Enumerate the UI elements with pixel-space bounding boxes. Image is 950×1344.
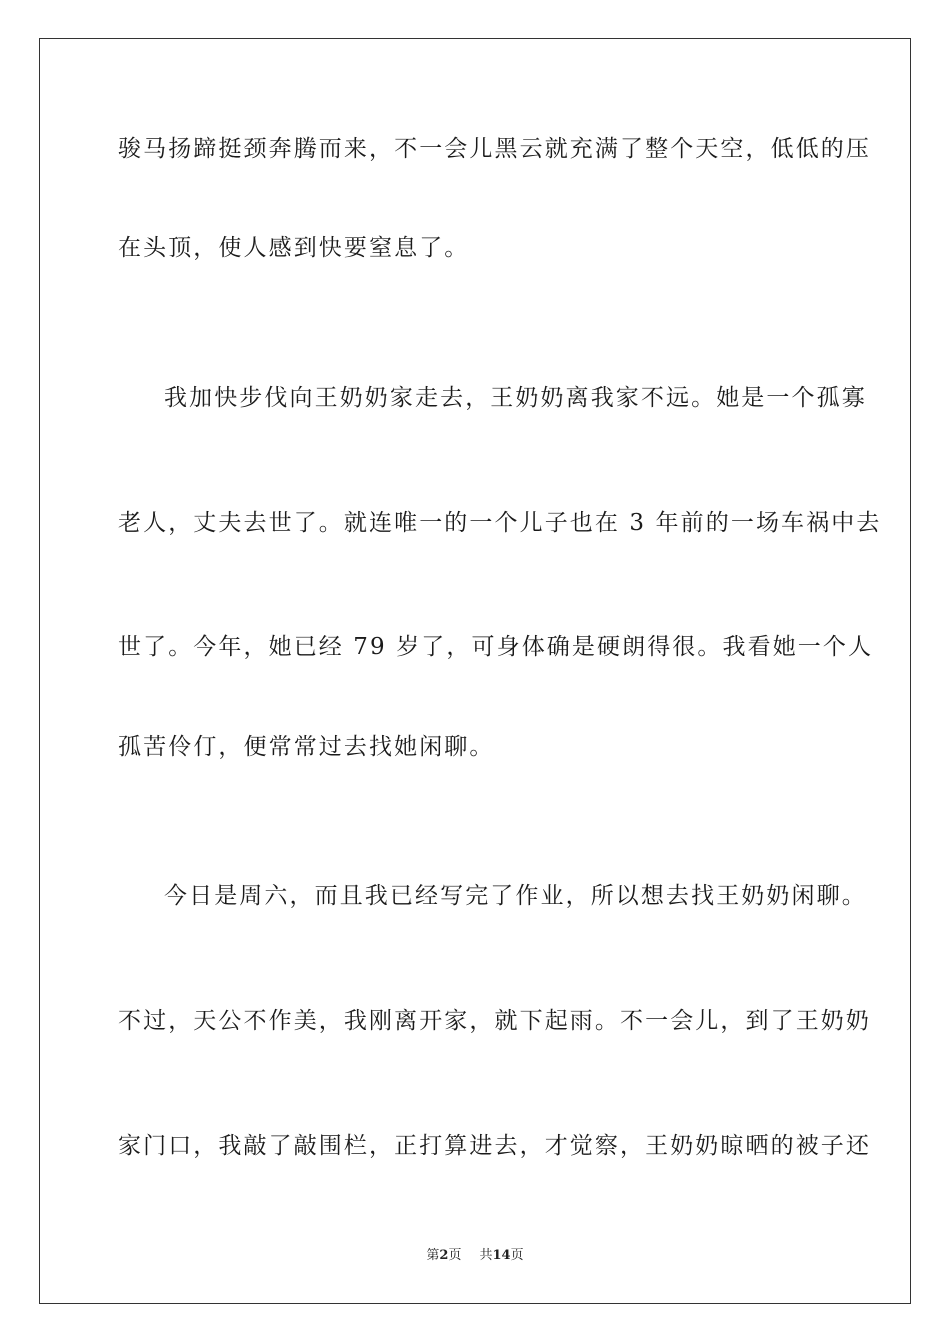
paragraph-line-3: 我加快步伐向王奶奶家走去，王奶奶离我家不远。她是一个孤寡 <box>164 385 867 411</box>
paragraph-line-4: 老人，丈夫去世了。就连唯一的一个儿子也在 3 年前的一场车祸中去 <box>118 510 882 536</box>
total-prefix: 共 <box>479 1248 493 1263</box>
paragraph-line-1: 骏马扬蹄挺颈奔腾而来，不一会儿黑云就充满了整个天空，低低的压 <box>118 136 871 162</box>
total-pages: 14 <box>492 1248 511 1263</box>
paragraph-line-9: 家门口，我敲了敲围栏，正打算进去，才觉察，王奶奶晾晒的被子还 <box>118 1133 871 1159</box>
paragraph-line-8: 不过，天公不作美，我刚离开家，就下起雨。不一会儿，到了王奶奶 <box>118 1008 871 1034</box>
page-border <box>39 38 911 1304</box>
paragraph-line-6: 孤苦伶仃，便常常过去找她闲聊。 <box>118 734 495 760</box>
paragraph-line-5: 世了。今年，她已经 79 岁了，可身体确是硬朗得很。我看她一个人 <box>118 634 874 660</box>
page-footer <box>0 1247 950 1265</box>
paragraph-line-7: 今日是周六，而且我已经写完了作业，所以想去找王奶奶闲聊。 <box>164 883 867 909</box>
page-number: 2 <box>439 1248 449 1263</box>
page-prefix: 第 <box>426 1248 440 1263</box>
total-suffix: 页 <box>510 1248 524 1263</box>
paragraph-line-2: 在头顶，使人感到快要窒息了。 <box>118 235 470 261</box>
page-suffix: 页 <box>448 1248 462 1263</box>
